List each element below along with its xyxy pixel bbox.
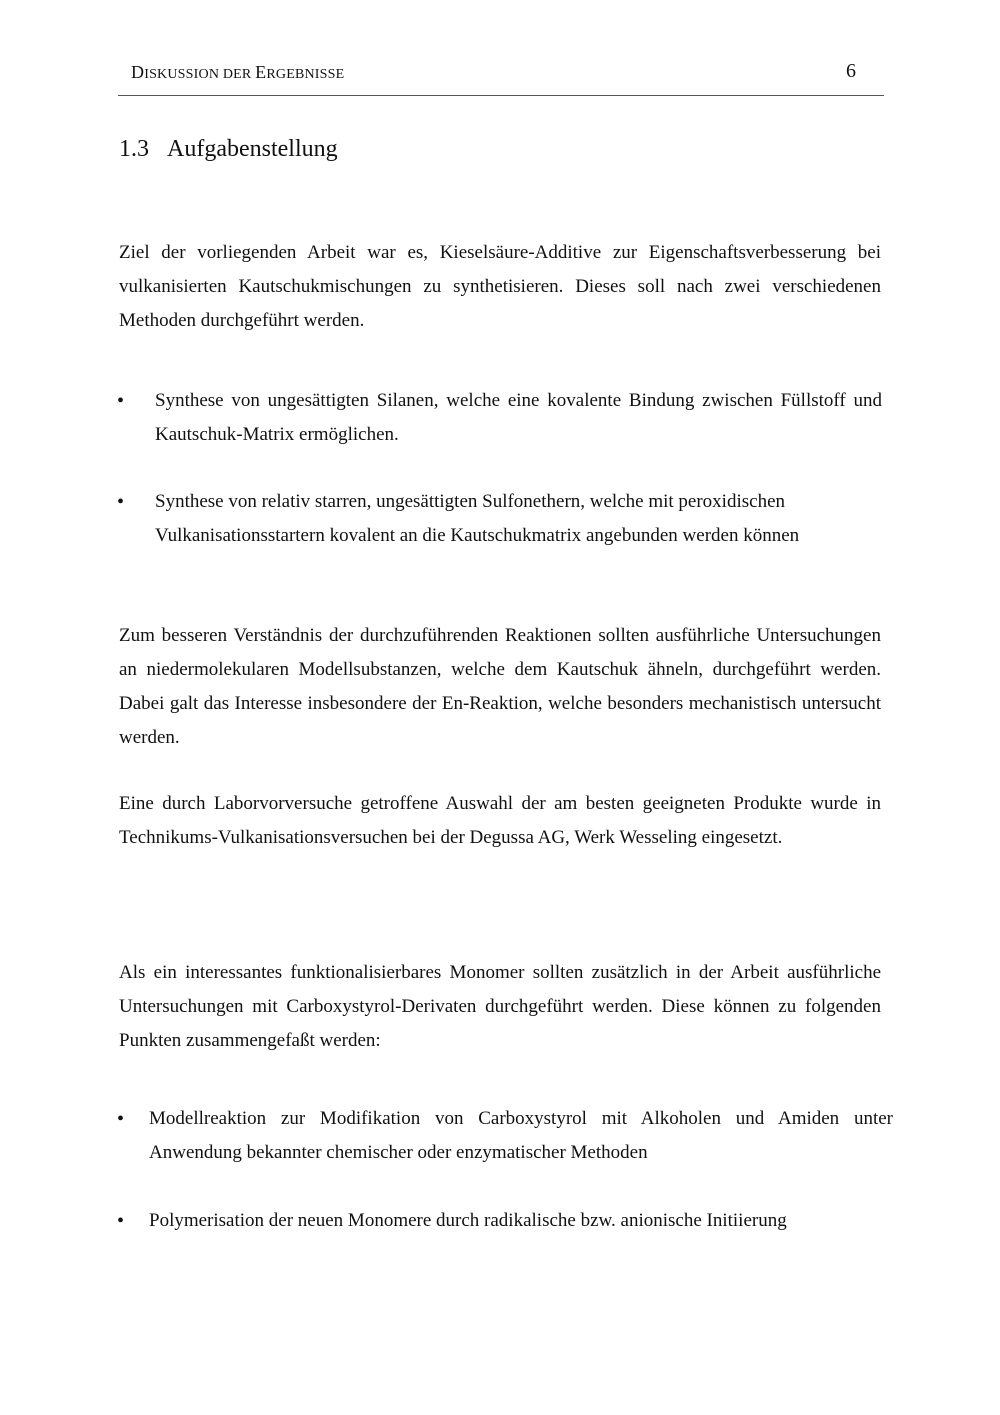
bullet-icon: • [117,390,125,412]
page-number: 6 [846,60,856,82]
running-header-title [131,62,344,83]
point-item-polymerisation: Polymerisation der neuen Monomere durch radikalische bzw. anionische Initiierung [149,1210,787,1231]
bullet-icon: • [117,1108,125,1130]
running-header [118,58,884,88]
bullet-icon: • [117,491,125,513]
point-item-model-reaction: Modellreaktion zur Modifikation von Carboxystyrol mit Alkoholen und Amiden unter Anwendung bekannter chemischer oder enzymatischer Methoden [149,1108,893,1163]
header-title-part-1: ISKUSSION DER [144,67,256,82]
intro-paragraph: Ziel der vorliegenden Arbeit war es, Kieselsäure-Additive zur Eigenschaftsverbesserung bei vulkanisierten Kautschukmischungen zu synthetisieren. Dieses soll nach zwei verschiedenen Methoden durchgeführt werden. [119,242,881,331]
lab-trials-paragraph: Eine durch Laborvorversuche getroffene Auswahl der am besten geeigneten Produkte wurde in Technikums-Vulkanisationsversuchen bei der Degussa AG, Werk Wesseling eingesetzt. [119,793,881,848]
header-title-cap-e: E [255,62,267,82]
header-title-part-2: RGEBNISSE [266,67,345,82]
method-item-sulfonethers: Synthese von relativ starren, ungesättigten Sulfonethern, welche mit peroxidischen Vulkanisationsstartern kovalent an die Kautschukmatrix angebunden werden können [155,491,800,546]
method-item-silanes: Synthese von ungesättigten Silanen, welche eine kovalente Bindung zwischen Füllstoff und Kautschuk-Matrix ermöglichen. [155,390,882,445]
section-number: 1.3 [119,136,149,162]
carboxystyrol-paragraph: Als ein interessantes funktionalisierbares Monomer sollten zusätzlich in der Arbeit ausführliche Untersuchungen mit Carboxystyrol-Derivaten durchgeführt werden. Diese können zu folgenden Punkten zusammengefaßt werden: [119,962,881,1051]
section-heading [119,136,338,163]
header-divider [118,95,884,96]
header-title-cap-d: D [131,62,145,82]
bullet-icon: • [117,1210,125,1232]
model-substances-paragraph: Zum besseren Verständnis der durchzuführenden Reaktionen sollten ausführliche Untersuchungen an niedermolekularen Modellsubstanzen, welche dem Kautschuk ähneln, durchgeführt werden. Dabei galt das Interesse insbesondere der En-Reaktion, welche besonders mechanistisch untersucht werden. [119,625,881,748]
section-title: Aufgabenstellung [167,136,338,162]
